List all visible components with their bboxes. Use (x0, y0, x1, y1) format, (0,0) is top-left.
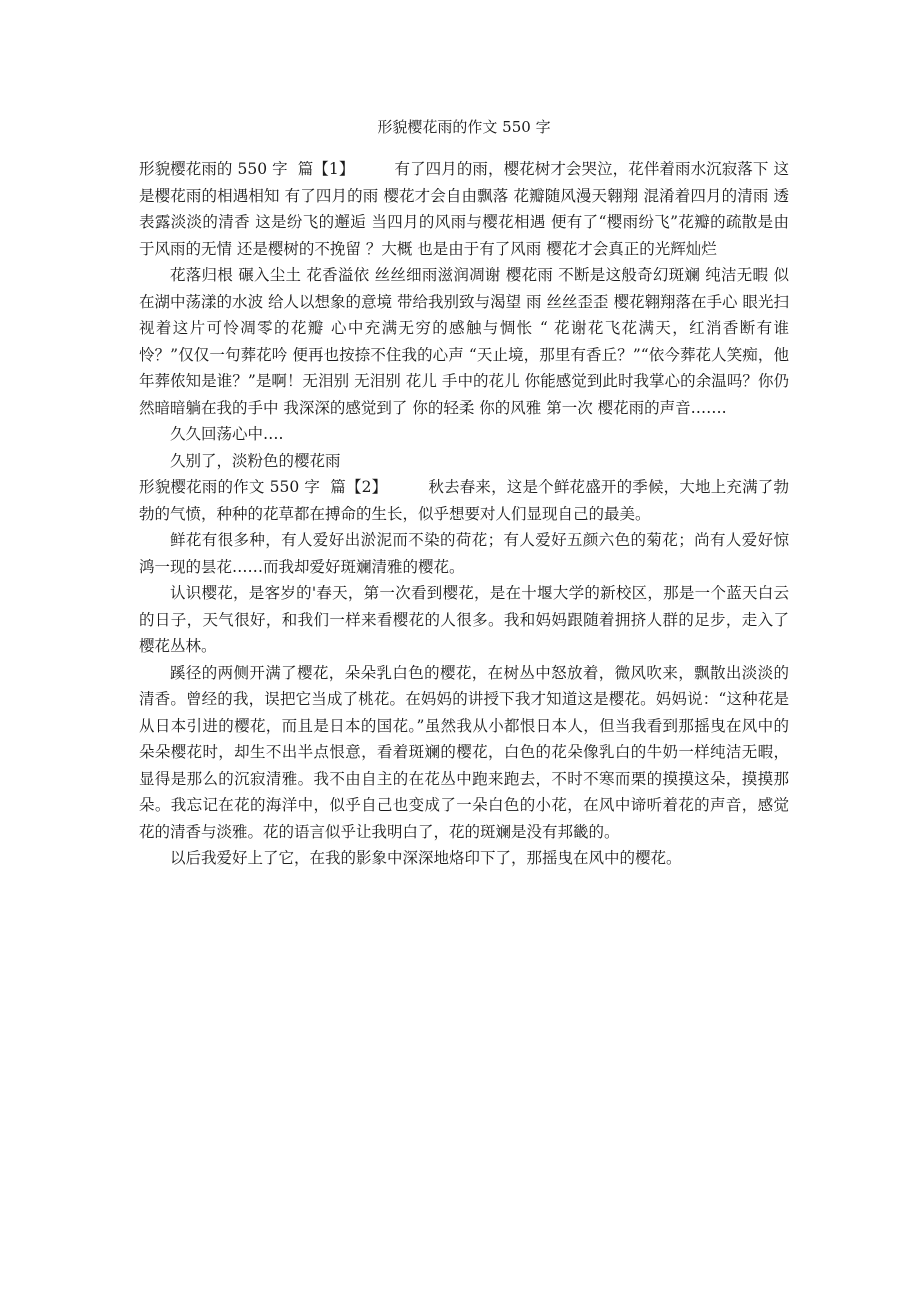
section-2-first-paragraph (139, 474, 789, 527)
section-2-paragraph: 以后我爱好上了它，在我的影象中深深地烙印下了，那摇曳在风中的樱花。 (170, 849, 682, 867)
section-2-heading: 形貌樱花雨的作文 550 字 篇【2】 (139, 478, 429, 496)
section-1-heading: 形貌樱花雨的 550 字 篇【1】 (139, 160, 395, 178)
section-2-lead-text: 秋去春来，这是个鲜花盛开的季候，大地上充满了勃勃的气愤，种种的花草都在搏命的生长，似乎想要对人们显现自己的最美。 (139, 478, 789, 523)
section-2-paragraph: 认识樱花，是客岁的'春天，第一次看到樱花，是在十堰大学的新校区，那是一个蓝天白云的日子，天气很好，和我们一样来看樱花的人很多。我和妈妈跟随着拥挤人群的足步，走入了樱花丛林。 (139, 584, 789, 655)
document-title: 形貌樱花雨的作文 550 字 (377, 118, 551, 136)
section-1-paragraph: 久别了，淡粉色的樱花雨 (170, 451, 341, 470)
document-body (139, 156, 789, 872)
section-1-paragraph: 花落归根 碾入尘土 花香溢依 丝丝细雨滋润凋谢 樱花雨 不断是这般奇幻斑斓 纯洁无暇 似在湖中荡漾的水波 给人以想象的意境 带给我别致与渴望 雨 丝丝歪歪 樱花翱翔落在手心 眼光扫视着这片可怜凋零的花瓣 心中充满无穷的感触与惆怅 “ 花谢花飞花满天，红消香断有谁怜？”仅仅一句葬花吟 便再也按捺不住我的心声 “天止境，那里有香丘？”“依今葬花人笑痴，他年葬侬知是谁？”是啊！无泪别 无泪别 花儿 手中的花儿 你能感觉到此时我掌心的余温吗？你仍然暗暗躺在我的手中 我深深的感觉到了 你的轻柔 你的风雅 第一次 樱花雨的声音……. (139, 266, 789, 417)
section-1-paragraph: 久久回荡心中…. (170, 425, 284, 443)
section-2-paragraph: 鲜花有很多种，有人爱好出淤泥而不染的荷花；有人爱好五颜六色的菊花；尚有人爱好惊鸿一现的昙花……而我却爱好斑斓清雅的樱花。 (139, 531, 789, 576)
section-2-paragraph: 蹊径的两侧开满了樱花，朵朵乳白色的樱花，在树丛中怒放着，微风吹来，飘散出淡淡的清香。曾经的我，误把它当成了桃花。在妈妈的讲授下我才知道这是樱花。妈妈说：“这种花是从日本引进的樱花，而且是日本的国花。”虽然我从小都恨日本人，但当我看到那摇曳在风中的朵朵樱花时，却生不出半点恨意，看着斑斓的樱花，白色的花朵像乳白的牛奶一样纯洁无暇，显得是那么的沉寂清雅。我不由自主的在花丛中跑来跑去，不时不寒而栗的摸摸这朵，摸摸那朵。我忘记在花的海洋中，似乎自己也变成了一朵白色的小花，在风中谛听着花的声音，感觉花的清香与淡雅。花的语言似乎让我明白了，花的斑斓是没有邦畿的。 (139, 663, 789, 841)
section-1-lead-text: 有了四月的雨，樱花树才会哭泣，花伴着雨水沉寂落下 这是樱花雨的相遇相知 有了四月的雨 樱花才会自由飘落 花瓣随风漫天翱翔 混淆着四月的清雨 透表露淡淡的清香 这是纷飞的邂逅 当四月的风雨与樱花相遇 便有了“樱雨纷飞”花瓣的疏散是由于风雨的无情 还是樱树的不挽留 ？大概 也是由于有了风雨 樱花才会真正的光辉灿烂 (139, 160, 789, 258)
section-1-first-paragraph (139, 156, 789, 262)
